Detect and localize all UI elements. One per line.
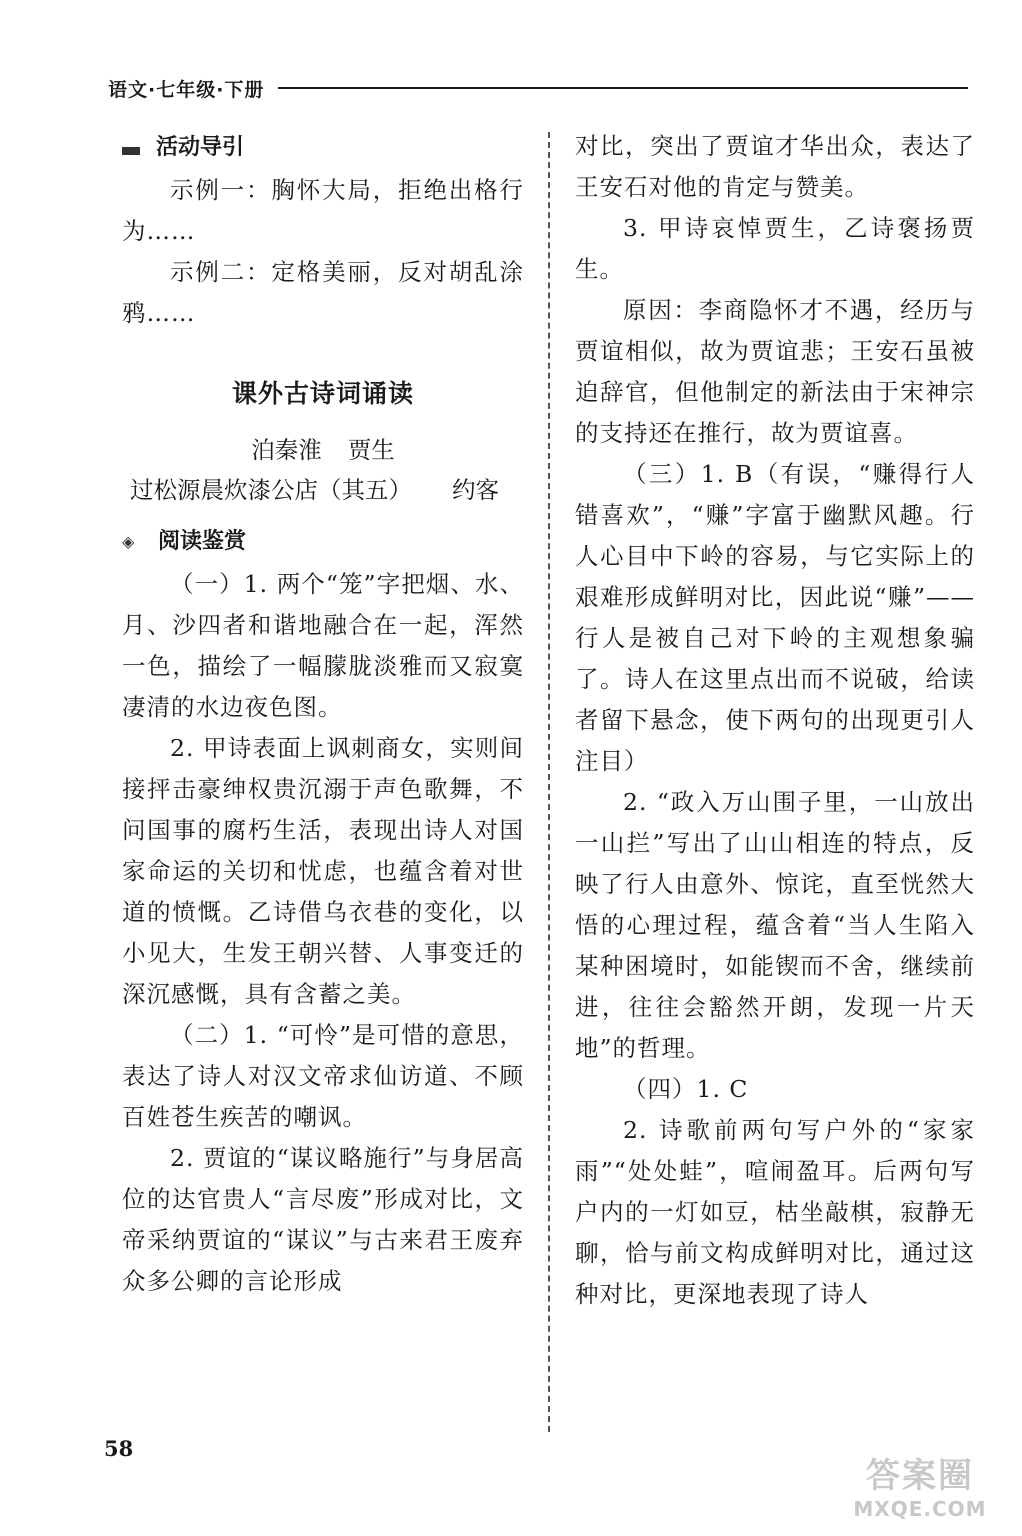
answer-4-1: （四）1. C	[623, 1075, 749, 1103]
answer-2-3-reason: 原因：李商隐怀才不遇，经历与贾谊相似，故为贾谊悲；王安石虽被迫辞官，但他制定的新法由于宋神宗的支持还在推行，故为贾谊喜。	[575, 296, 975, 447]
spacer	[122, 414, 524, 430]
activity-example-1: 示例一：胸怀大局，拒绝出格行为……	[122, 176, 524, 245]
poem-title-yue-ke: 约客	[452, 476, 499, 504]
chapter-title: 课外古诗词诵读	[231, 379, 414, 408]
answer-2-2-continued: 对比，突出了贾谊才华出众，表达了王安石对他的肯定与赞美。	[575, 132, 975, 201]
right-column	[575, 126, 975, 1315]
section-marker-icon: ◈	[122, 532, 135, 551]
watermark-logo: 答案圈	[866, 1456, 974, 1496]
poem-title-bo-qin-huai: 泊秦淮	[251, 436, 322, 464]
poem-title-jia-sheng: 贾生	[347, 436, 395, 464]
answer-3-1: （三）1. B（有误，“赚得行人错喜欢”，“赚”字富于幽默风趣。行人心目中下岭的容易，与它实际上的艰难形成鲜明对比，因此说“赚”——行人是被自己对下岭的主观想象骗了。诗人在这里点出而不说破，给读者留下悬念，使下两句的出现更引人注目）	[575, 460, 975, 775]
answer-3-2: 2. “政入万山围子里，一山放出一山拦”写出了山山相连的特点，反映了行人由意外、惊诧，直至恍然大悟的心理过程，蕴含着“当人生陷入某种困境时，如能锲而不舍，继续前进，往往会豁然开朗，发现一片天地”的哲理。	[575, 788, 975, 1062]
page-number: 58	[104, 1436, 134, 1461]
column-divider	[548, 132, 550, 1432]
answer-2-1: （二）1. “可怜”是可惜的意思，表达了诗人对汉文帝求仙访道、不顾百姓苍生疾苦的嘲讽。	[122, 1021, 524, 1131]
answer-1-2: 2. 甲诗表面上讽刺商女，实则间接抨击豪绅权贵沉溺于声色歌舞，不问国事的腐朽生活，表现出诗人对国家命运的关切和忧虑，也蕴含着对世道的愤慨。乙诗借乌衣巷的变化，以小见大，生发王朝兴替、人事变迁的深沉感慨，具有含蓄之美。	[122, 734, 524, 1008]
watermark	[840, 1456, 1000, 1528]
header-rule	[278, 87, 968, 89]
answer-4-2: 2. 诗歌前两句写户外的“家家雨”“处处蛙”，喧闹盈耳。后两句写户内的一灯如豆，枯坐敲棋，寂静无聊，恰与前文构成鲜明对比，通过这种对比，更深地表现了诗人	[575, 1116, 975, 1308]
header-title: 语文·七年级·下册	[108, 78, 265, 101]
poem-titles-line-2	[130, 470, 524, 510]
section-activity-label: 活动导引	[156, 135, 245, 160]
watermark-url: MXQE.COM	[853, 1497, 987, 1521]
section-reading-appreciation	[122, 520, 524, 564]
answer-1-1: （一）1. 两个“笼”字把烟、水、月、沙四者和谐地融合在一起，浑然一色，描绘了一幅朦胧淡雅而又寂寞凄清的水边夜色图。	[122, 570, 524, 721]
poem-titles-line-1	[122, 430, 524, 470]
running-header	[108, 74, 968, 102]
answer-2-3: 3. 甲诗哀悼贾生，乙诗褒扬贾生。	[575, 214, 975, 283]
spacer	[122, 334, 524, 374]
answer-2-2: 2. 贾谊的“谋议略施行”与身居高位的达官贵人“言尽废”形成对比，文帝采纳贾谊的“谋议”与古来君王废弃众多公卿的言论形成	[122, 1144, 524, 1295]
poem-title-song-yuan: 过松源晨炊漆公店（其五）	[130, 476, 412, 504]
section-reading-label: 阅读鉴赏	[158, 529, 247, 554]
section-marker-icon	[122, 137, 142, 159]
spacer	[122, 510, 524, 520]
activity-example-2: 示例二：定格美丽，反对胡乱涂鸦……	[122, 258, 524, 327]
left-column	[122, 126, 524, 1302]
section-activity-guide	[122, 126, 524, 170]
